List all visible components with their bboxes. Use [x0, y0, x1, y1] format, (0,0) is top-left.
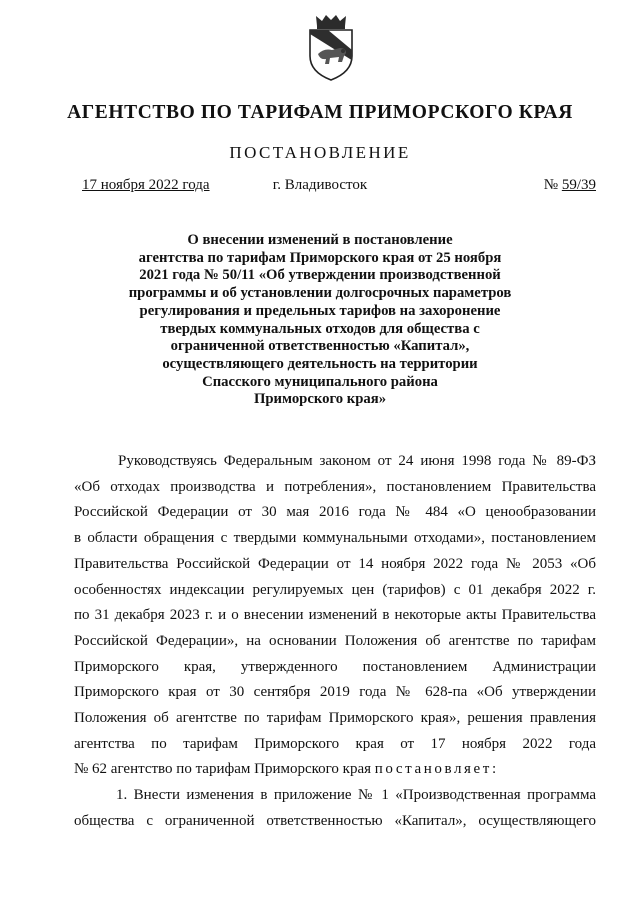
body-line: Российской Федерации от 30 мая 2016 года № 484 «О ценообразовании: [74, 504, 596, 521]
body-line: по 31 декабря 2023 г. и о внесении изменений в некоторые акты Правительства: [74, 607, 596, 624]
subject-line: 2021 года № 50/11 «Об утверждении производственной: [139, 267, 501, 284]
subject-line: регулирования и предельных тарифов на захоронение: [139, 302, 501, 319]
number-value: 59/39: [561, 177, 596, 193]
subject-line: Спасского муниципального района: [202, 373, 438, 390]
number-prefix: №: [543, 177, 562, 193]
body-line: Положения об агентстве по тарифам Приморского края», решения правления: [74, 710, 596, 727]
body-line: Приморского края, утвержденного постановлением Администрации: [74, 658, 596, 675]
body-line: Российской Федерации», на основании Положения об агентстве по тарифам: [74, 632, 596, 649]
subject-line: программы и об установлении долгосрочных параметров: [128, 285, 512, 302]
body-line: в области обращения с твердыми коммунальными отходами», постановлением: [74, 530, 596, 547]
subject-line: агентства по тарифам Приморского края от 25 ноября: [138, 249, 502, 266]
subject-line: осуществляющего деятельность на территории: [162, 355, 478, 372]
subject-line: О внесении изменений в постановление: [187, 232, 453, 248]
subject-line: ограниченной ответственностью «Капитал»,: [170, 338, 470, 355]
resolves-word: постановляет:: [374, 761, 499, 778]
body-line: общества с ограниченной ответственностью «Капитал», осуществляющего: [74, 812, 596, 829]
body-line: Руководствуясь Федеральным законом от 24 июня 1998 года № 89-ФЗ: [118, 453, 596, 469]
subject-line: твердых коммунальных отходов для общества с: [160, 320, 480, 337]
document-date: 17 ноября 2022 года: [82, 177, 210, 193]
document-number: [544, 177, 596, 194]
body-line-prefix: № 62 агентство по тарифам Приморского края: [74, 761, 375, 778]
subject-line: Приморского края»: [253, 391, 387, 408]
body-line: «Об отходах производства и потребления», постановлением Правительства: [74, 478, 596, 495]
body-line: агентства по тарифам Приморского края от 17 ноября 2022 года: [74, 735, 596, 752]
paragraph-item-1: [74, 783, 596, 834]
body-line: особенностях индексации регулируемых цен (тарифов) с 01 декабря 2022 г.: [74, 581, 596, 598]
paragraph-preamble: [74, 449, 596, 783]
document-body: [74, 449, 596, 835]
body-line-last: [74, 757, 596, 783]
body-line: 1. Внести изменения в приложение № 1 «Производственная программа: [116, 787, 596, 804]
document-type: ПОСТАНОВЛЕНИЕ: [229, 143, 411, 162]
coat-of-arms-icon: [302, 10, 360, 82]
body-line: Правительства Российской Федерации от 14 ноября 2022 года № 2053 «Об: [74, 555, 596, 572]
document-subject: [100, 232, 540, 409]
document-city: г. Владивосток: [272, 177, 368, 193]
agency-name: АГЕНТСТВО ПО ТАРИФАМ ПРИМОРСКОГО КРАЯ: [67, 102, 573, 123]
body-line: Приморского края от 30 сентября 2019 года № 628-па «Об утверждении: [74, 684, 596, 701]
